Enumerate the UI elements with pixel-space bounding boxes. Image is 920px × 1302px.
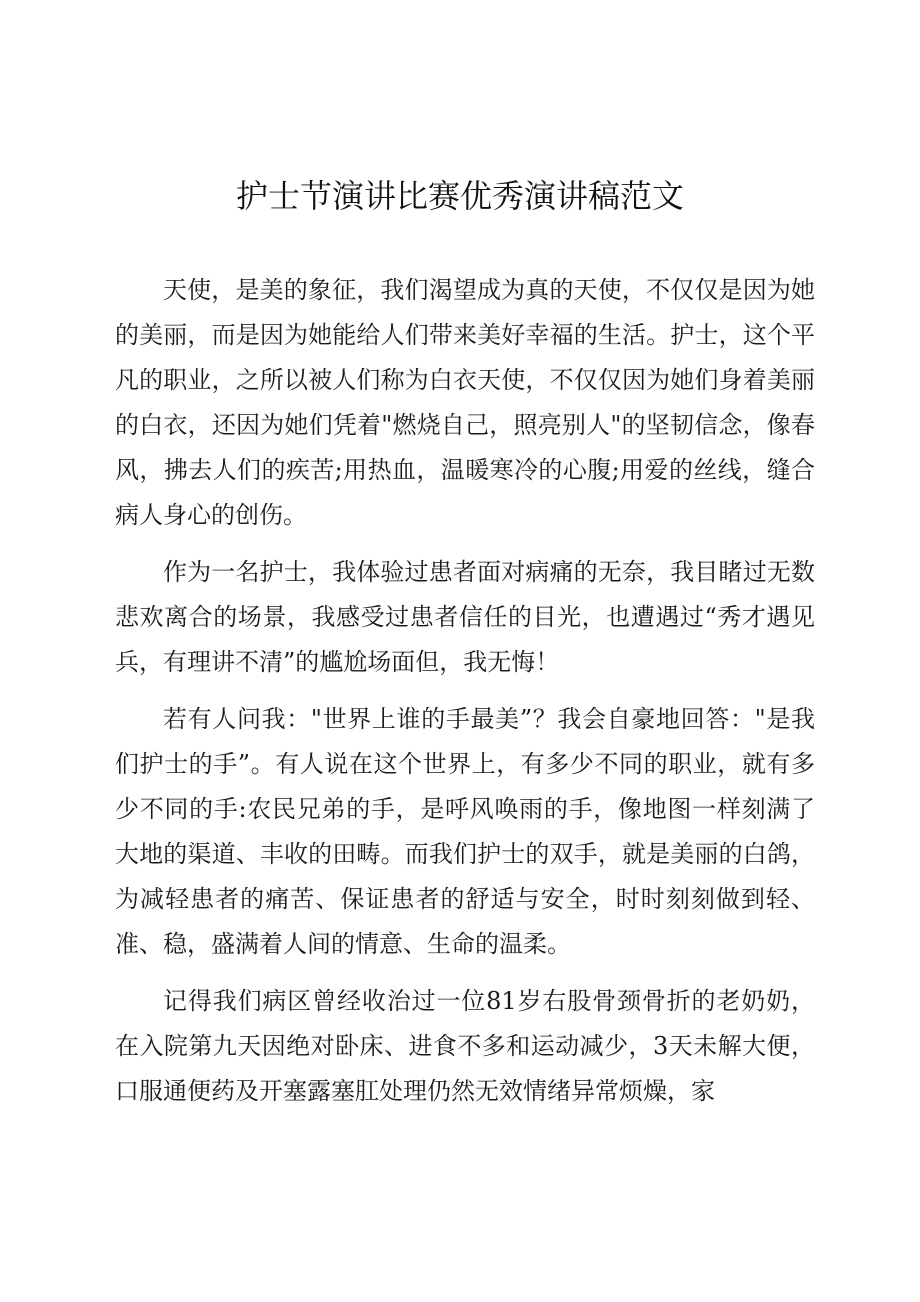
document-body [115, 268, 815, 1126]
paragraph-1: 天使，是美的象征，我们渴望成为真的天使，不仅仅是因为她的美丽，而是因为她能给人们带来美好幸福的生活。护士，这个平凡的职业，之所以被人们称为白衣天使，不仅仅因为她们身着美丽的白衣，还因为她们凭着"燃烧自己，照亮别人"的坚韧信念，像春风，拂去人们的疾苦;用热血，温暖寒冷的心腹;用爱的丝线，缝合病人身心的创伤。 [115, 276, 815, 529]
paragraph-3: 若有人问我："世界上谁的手最美”？我会自豪地回答："是我们护士的手”。有人说在这个世界上，有多少不同的职业，就有多少不同的手:农民兄弟的手，是呼风唤雨的手，像地图一样刻满了大地的渠道、丰收的田畴。而我们护士的双手，就是美丽的白鸽，为减轻患者的痛苦、保证患者的舒适与安全，时时刻刻做到轻、准、稳，盛满着人间的情意、生命的温柔。 [115, 705, 815, 958]
paragraph-4: 记得我们病区曾经收治过一位81岁右股骨颈骨折的老奶奶，在入院第九天因绝对卧床、进食不多和运动减少，3天未解大便，口服通便药及开塞露塞肛处理仍然无效情绪异常烦燥，家 [115, 987, 815, 1105]
paragraph-2: 作为一名护士，我体验过患者面对病痛的无奈，我目睹过无数悲欢离合的场景，我感受过患者信任的目光，也遭遇过“秀才遇见兵，有理讲不清”的尴尬场面但，我无悔！ [115, 558, 815, 676]
document-title: 护士节演讲比赛优秀演讲稿范文 [235, 177, 684, 215]
